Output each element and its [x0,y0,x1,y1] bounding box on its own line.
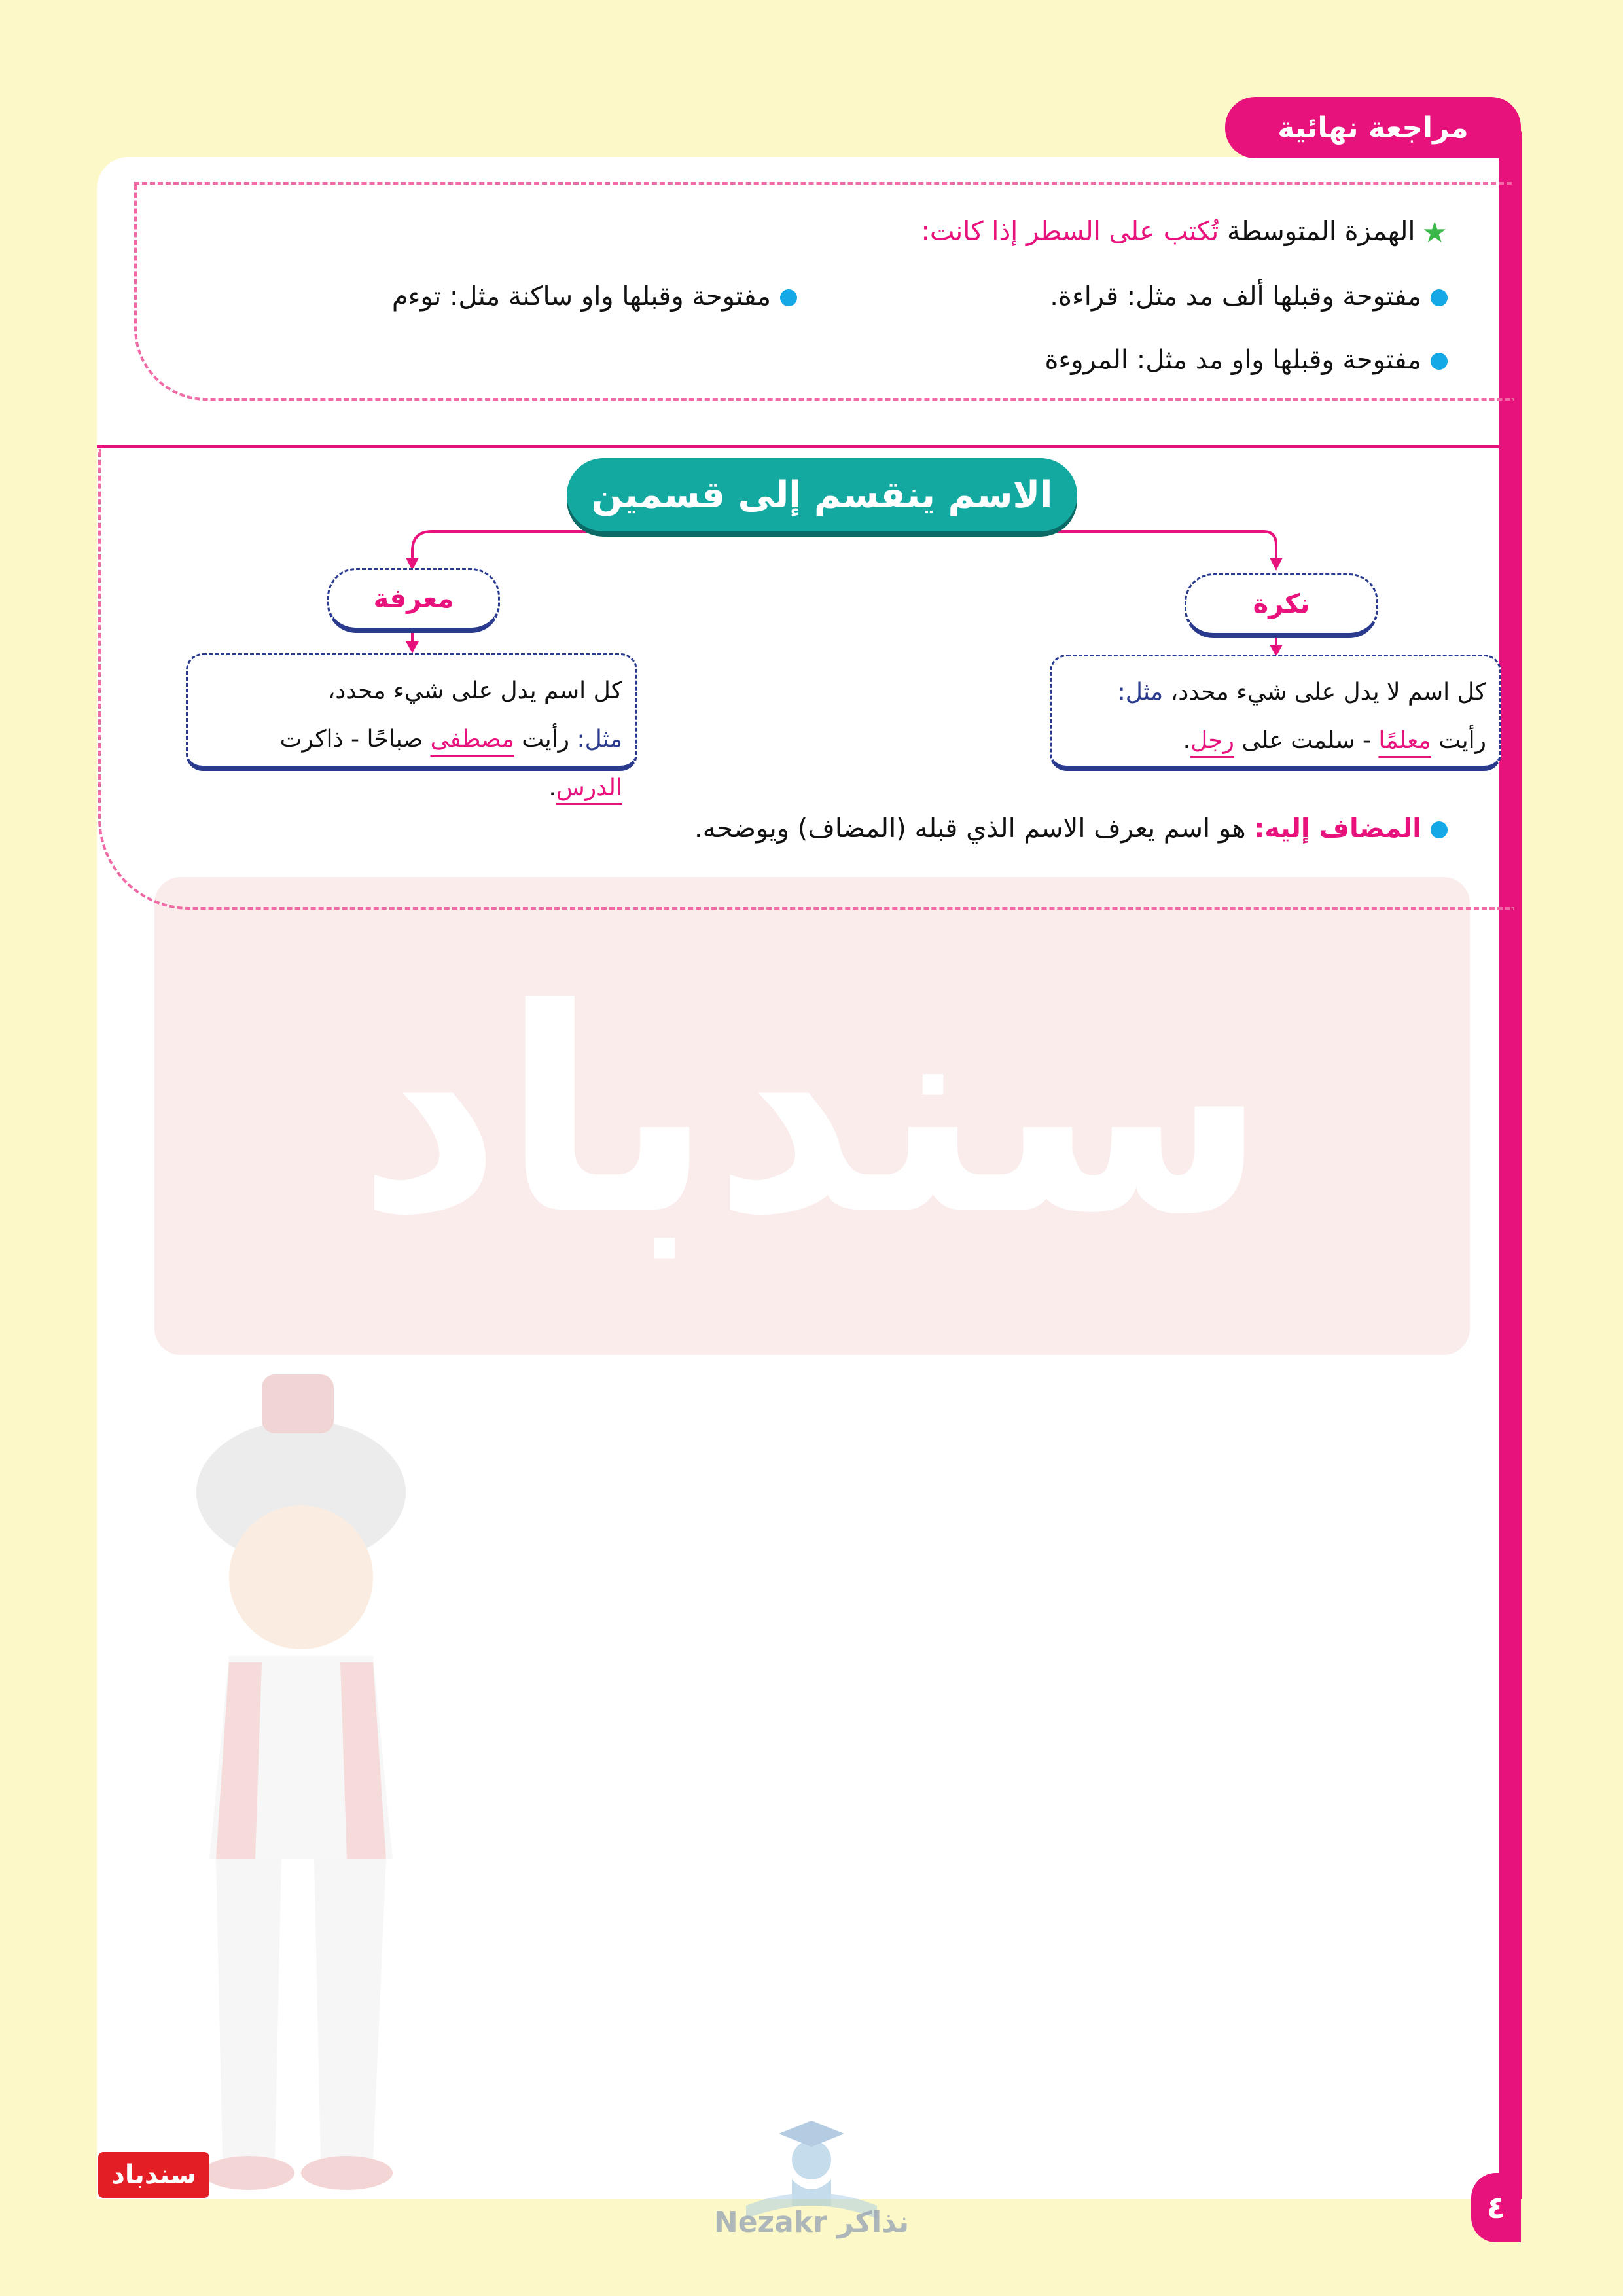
nezakr-logo-text: Nezakr نذاكر [713,2206,910,2239]
definite-ex-end: . [548,774,556,801]
indefinite-example-line [1065,717,1486,765]
hamza-bullet-2-text: مفتوحة وقبلها واو ساكنة مثل: توءم [391,281,771,312]
definite-ex-word-1: مصطفى [430,726,514,753]
mudaf-term: المضاف إليه: [1254,814,1421,844]
indefinite-ex-word-2: رجل [1190,727,1234,754]
definite-example-line [201,715,622,812]
indefinite-label: نكرة [1185,573,1378,638]
mudaf-definition [694,814,1448,844]
indefinite-def-line [1065,668,1486,717]
definite-def-line [201,667,622,715]
indefinite-ex-mid: - سلمت على [1241,727,1371,754]
definite-ex-word-2: الدرس [556,774,622,801]
mudaf-text: هو اسم يعرف الاسم الذي قبله (المضاف) ويوضحه. [694,814,1246,844]
definite-ex-mid: صباحًا - ذاكرت [279,726,423,753]
hamza-intro-plain: الهمزة المتوسطة [1227,216,1416,247]
hamza-intro-pink: تُكتب على السطر إذا كانت: [921,216,1219,247]
star-icon: ★ [1421,216,1448,249]
definite-definition-box [186,653,637,801]
watermark-text: سندباد [357,949,1268,1276]
hamza-bullet-1-text: مفتوحة وقبلها ألف مد مثل: قراءة. [1050,281,1421,312]
brand-logo: سندباد [98,2152,209,2198]
definite-ex-pre: رأيت [522,726,569,753]
indefinite-ex-pre: رأيت [1438,727,1486,754]
indefinite-ex-word-1: معلمًا [1378,727,1431,754]
section-tab: مراجعة نهائية [1225,97,1521,158]
bullet-dot-icon [1431,821,1448,838]
definite-label: معرفة [327,568,500,633]
indefinite-example-label: مثل: [1117,679,1164,706]
page-number: ٤ [1471,2173,1521,2242]
diagram-arrows [0,0,1623,720]
noun-division-title: الاسم ينقسم إلى قسمين [567,458,1077,531]
indefinite-def: كل اسم لا يدل على شيء محدد، [1170,679,1486,706]
hamza-bullet-3-text: مفتوحة وقبلها واو مد مثل: المروءة [1044,345,1421,375]
definite-example-label: مثل: [577,726,622,753]
indefinite-ex-end: . [1183,727,1191,754]
definite-def: كل اسم يدل على شيء محدد، [327,677,622,704]
indefinite-definition-box [1050,655,1501,771]
mascot-illustration [151,1361,452,2199]
